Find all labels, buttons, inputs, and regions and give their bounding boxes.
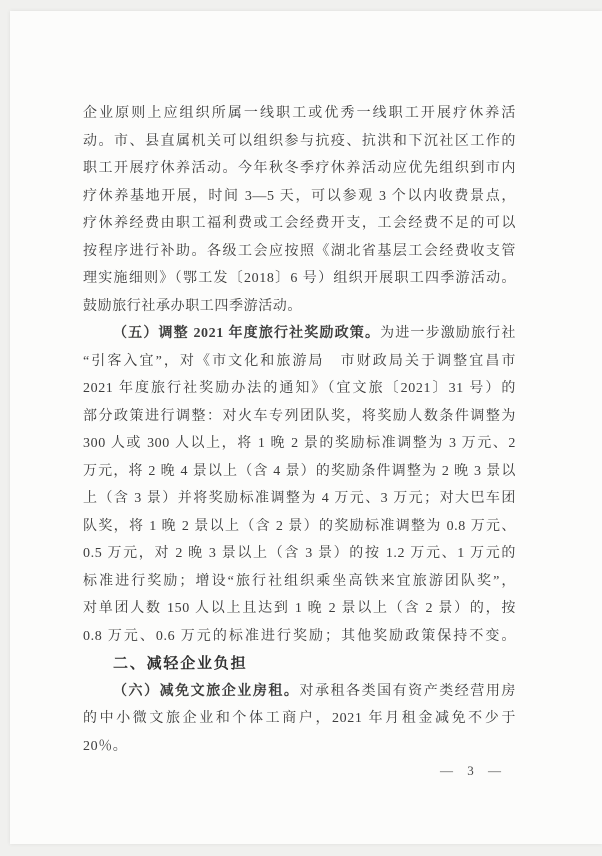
- text-segment: 2021 年度旅行社奖励办法的通知》（宜文旅〔2021〕31 号）的: [83, 381, 516, 396]
- text-segment: 对单团人数 150 人以上且达到 1 晚 2 景以上（含 2 景）的，按: [83, 601, 516, 616]
- text-line: [83, 513, 516, 541]
- text-line: [83, 623, 516, 651]
- text-segment: 按程序进行补助。各级工会应按照《湖北省基层工会经费收支管: [83, 243, 516, 259]
- text-line: [83, 238, 516, 266]
- text-segment: 对承租各类国有资产类经营用房: [299, 683, 516, 699]
- text-line: [83, 705, 516, 733]
- text-line: [83, 485, 516, 513]
- text-segment: 的中小微文旅企业和个体工商户，2021 年月租金减免不少于: [83, 711, 516, 726]
- text-segment: 上（含 3 景）并将奖励标准调整为 4 万元、3 万元；对大巴车团: [83, 491, 516, 506]
- text-segment: 为进一步激励旅行社: [380, 326, 516, 341]
- text-line: [83, 100, 516, 128]
- text-segment: 鼓励旅行社承办职工四季游活动。: [83, 298, 302, 314]
- text-segment: 0.5 万元，对 2 晚 3 景以上（含 3 景）的按 1.2 万元、1 万元的: [83, 546, 516, 561]
- text-segment: （六）减免文旅企业房租。: [113, 683, 300, 699]
- text-line: [83, 265, 516, 293]
- text-line: [83, 348, 516, 376]
- text-line: [83, 568, 516, 596]
- text-line: [83, 458, 516, 486]
- text-segment: （五）调整 2021 年度旅行社奖励政策。: [113, 326, 381, 341]
- text-segment: 疗休养基地开展，时间 3—5 天，可以参观 3 个以内收费景点，: [83, 188, 516, 204]
- text-segment: 0.8 万元、0.6 万元的标准进行奖励；其他奖励政策保持不变。: [83, 628, 516, 644]
- text-line: [83, 650, 516, 678]
- text-line: [83, 540, 516, 568]
- text-line: [83, 375, 516, 403]
- text-segment: 300 人或 300 人以上，将 1 晚 2 景的奖励标准调整为 3 万元、2: [83, 436, 516, 451]
- text-segment: 企业原则上应组织所属一线职工或优秀一线职工开展疗休养活: [83, 106, 516, 121]
- text-line: [83, 155, 516, 183]
- text-segment: 部分政策进行调整：对火车专列团队奖，将奖励人数条件调整为: [83, 408, 516, 424]
- text-line: [83, 183, 516, 211]
- text-line: [83, 678, 516, 706]
- section-heading: 二、减轻企业负担: [113, 655, 248, 672]
- text-segment: 动。市、县直属机关可以组织参与抗疫、抗洪和下沉社区工作的: [83, 133, 516, 149]
- document-page: [10, 11, 602, 844]
- text-segment: 疗休养经费由职工福利费或工会经费开支，工会经费不足的可以: [83, 216, 516, 231]
- text-line: [83, 733, 516, 761]
- text-line: [83, 320, 516, 348]
- text-segment: 万元，将 2 晚 4 景以上（含 4 景）的奖励条件调整为 2 晚 3 景以: [83, 463, 516, 479]
- text-line: [83, 293, 516, 321]
- text-segment: 理实施细则》（鄂工发〔2018〕6 号）组织开展职工四季游活动。: [83, 271, 516, 286]
- text-line: [83, 595, 516, 623]
- text-line: [83, 430, 516, 458]
- text-segment: “引客入宜”，对《市文化和旅游局 市财政局关于调整宜昌市: [83, 353, 516, 369]
- text-segment: 标准进行奖励；增设“旅行社组织乘坐高铁来宜旅游团队奖”，: [83, 573, 516, 589]
- text-line: [83, 210, 516, 238]
- text-segment: 20％。: [83, 738, 128, 754]
- text-segment: 队奖，将 1 晚 2 景以上（含 2 景）的奖励标准调整为 0.8 万元、: [83, 518, 516, 534]
- page-number: — 3 —: [440, 763, 502, 778]
- text-line: [83, 128, 516, 156]
- text-segment: 职工开展疗休养活动。今年秋冬季疗休养活动应优先组织到市内: [83, 161, 516, 176]
- document-body: [83, 100, 516, 760]
- text-line: [83, 403, 516, 431]
